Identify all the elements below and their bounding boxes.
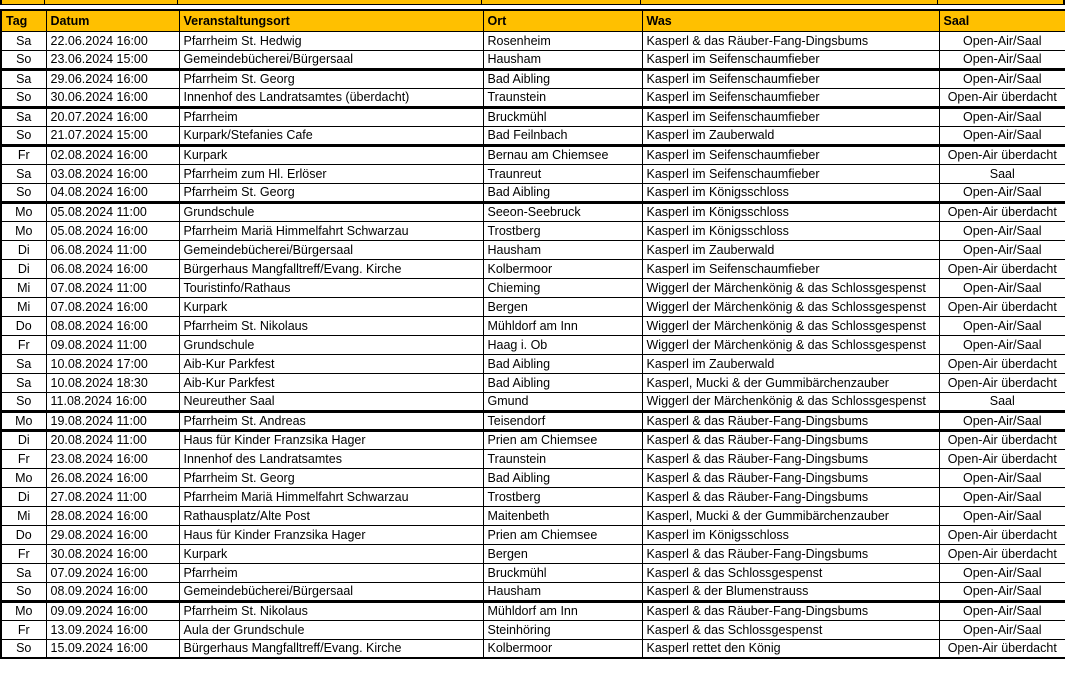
- cell-tag: Sa: [1, 69, 46, 88]
- cell-tag: So: [1, 50, 46, 69]
- cell-veranstaltungsort: Bürgerhaus Mangfalltreff/Evang. Kirche: [179, 639, 483, 658]
- cell-datum: 07.08.2024 16:00: [46, 297, 179, 316]
- table-row: [1, 31, 1065, 50]
- cell-ort: Trostberg: [483, 487, 642, 506]
- cell-ort: Bad Feilnbach: [483, 126, 642, 145]
- cell-was: Kasperl & das Räuber-Fang-Dingsbums: [642, 544, 939, 563]
- cell-veranstaltungsort: Pfarrheim Mariä Himmelfahrt Schwarzau: [179, 221, 483, 240]
- cell-veranstaltungsort: Grundschule: [179, 202, 483, 221]
- cell-saal: Open-Air überdacht: [939, 145, 1065, 164]
- cell-was: Kasperl rettet den König: [642, 639, 939, 658]
- cell-ort: Bad Aibling: [483, 354, 642, 373]
- cell-was: Kasperl im Königsschloss: [642, 525, 939, 544]
- cell-datum: 29.08.2024 16:00: [46, 525, 179, 544]
- col-header-saal: Saal: [939, 10, 1065, 31]
- cell-ort: Bruckmühl: [483, 563, 642, 582]
- cell-saal: Open-Air überdacht: [939, 354, 1065, 373]
- cell-datum: 28.08.2024 16:00: [46, 506, 179, 525]
- cell-veranstaltungsort: Kurpark: [179, 297, 483, 316]
- cell-saal: Open-Air überdacht: [939, 88, 1065, 107]
- cell-saal: Open-Air/Saal: [939, 183, 1065, 202]
- cell-saal: Open-Air überdacht: [939, 639, 1065, 658]
- table-row: [1, 164, 1065, 183]
- table-row: [1, 639, 1065, 658]
- table-row: [1, 544, 1065, 563]
- table-row: [1, 278, 1065, 297]
- cell-datum: 06.08.2024 16:00: [46, 259, 179, 278]
- cell-was: Wiggerl der Märchenkönig & das Schlossgespenst: [642, 278, 939, 297]
- cell-saal: Open-Air/Saal: [939, 50, 1065, 69]
- cell-veranstaltungsort: Pfarrheim: [179, 107, 483, 126]
- cell-datum: 20.08.2024 11:00: [46, 430, 179, 449]
- cell-veranstaltungsort: Haus für Kinder Franzsika Hager: [179, 525, 483, 544]
- cell-ort: Seeon-Seebruck: [483, 202, 642, 221]
- top-strip-cell: [0, 0, 45, 4]
- cell-ort: Chieming: [483, 278, 642, 297]
- cell-tag: Mo: [1, 202, 46, 221]
- cell-ort: Steinhöring: [483, 620, 642, 639]
- table-row: [1, 430, 1065, 449]
- cell-tag: Mi: [1, 297, 46, 316]
- cell-tag: Fr: [1, 335, 46, 354]
- cell-was: Kasperl & das Räuber-Fang-Dingsbums: [642, 449, 939, 468]
- cell-ort: Mühldorf am Inn: [483, 601, 642, 620]
- col-header-tag: Tag: [1, 10, 46, 31]
- cell-tag: Mi: [1, 506, 46, 525]
- cell-saal: Open-Air/Saal: [939, 506, 1065, 525]
- cell-datum: 05.08.2024 16:00: [46, 221, 179, 240]
- cell-saal: Open-Air/Saal: [939, 563, 1065, 582]
- cell-datum: 23.06.2024 15:00: [46, 50, 179, 69]
- cell-veranstaltungsort: Gemeindebücherei/Bürgersaal: [179, 50, 483, 69]
- cell-saal: Open-Air/Saal: [939, 278, 1065, 297]
- cell-ort: Maitenbeth: [483, 506, 642, 525]
- cell-ort: Bergen: [483, 544, 642, 563]
- cell-ort: Traunstein: [483, 449, 642, 468]
- cell-saal: Open-Air/Saal: [939, 126, 1065, 145]
- cell-was: Kasperl im Königsschloss: [642, 221, 939, 240]
- cell-veranstaltungsort: Kurpark/Stefanies Cafe: [179, 126, 483, 145]
- cell-veranstaltungsort: Pfarrheim St. Georg: [179, 468, 483, 487]
- cell-datum: 23.08.2024 16:00: [46, 449, 179, 468]
- cell-veranstaltungsort: Pfarrheim St. Nikolaus: [179, 316, 483, 335]
- cell-tag: So: [1, 183, 46, 202]
- cell-tag: Sa: [1, 354, 46, 373]
- table-row: [1, 145, 1065, 164]
- top-strip-cell: [178, 0, 482, 4]
- cell-was: Kasperl, Mucki & der Gummibärchenzauber: [642, 373, 939, 392]
- cell-tag: Mo: [1, 468, 46, 487]
- cell-datum: 09.08.2024 11:00: [46, 335, 179, 354]
- table-row: [1, 525, 1065, 544]
- cell-tag: So: [1, 582, 46, 601]
- cell-was: Wiggerl der Märchenkönig & das Schlossgespenst: [642, 392, 939, 411]
- cell-was: Kasperl im Zauberwald: [642, 354, 939, 373]
- cell-saal: Saal: [939, 164, 1065, 183]
- table-row: [1, 69, 1065, 88]
- cell-saal: Open-Air/Saal: [939, 107, 1065, 126]
- cell-saal: Open-Air/Saal: [939, 316, 1065, 335]
- cell-veranstaltungsort: Bürgerhaus Mangfalltreff/Evang. Kirche: [179, 259, 483, 278]
- cell-datum: 30.08.2024 16:00: [46, 544, 179, 563]
- cell-tag: Do: [1, 525, 46, 544]
- cell-saal: Open-Air überdacht: [939, 525, 1065, 544]
- cell-was: Wiggerl der Märchenkönig & das Schlossgespenst: [642, 335, 939, 354]
- cell-datum: 29.06.2024 16:00: [46, 69, 179, 88]
- table-row: [1, 50, 1065, 69]
- cell-tag: So: [1, 126, 46, 145]
- cell-was: Kasperl im Seifenschaumfieber: [642, 107, 939, 126]
- cell-was: Wiggerl der Märchenkönig & das Schlossgespenst: [642, 297, 939, 316]
- cell-veranstaltungsort: Pfarrheim St. Hedwig: [179, 31, 483, 50]
- cell-tag: Mi: [1, 278, 46, 297]
- cell-datum: 20.07.2024 16:00: [46, 107, 179, 126]
- cell-datum: 15.09.2024 16:00: [46, 639, 179, 658]
- cell-saal: Open-Air überdacht: [939, 297, 1065, 316]
- cell-was: Kasperl im Königsschloss: [642, 183, 939, 202]
- cell-tag: Di: [1, 430, 46, 449]
- cell-veranstaltungsort: Neureuther Saal: [179, 392, 483, 411]
- cell-was: Kasperl & der Blumenstrauss: [642, 582, 939, 601]
- cell-was: Kasperl im Seifenschaumfieber: [642, 259, 939, 278]
- cell-was: Kasperl & das Räuber-Fang-Dingsbums: [642, 487, 939, 506]
- cell-datum: 30.06.2024 16:00: [46, 88, 179, 107]
- cell-was: Kasperl & das Schlossgespenst: [642, 620, 939, 639]
- cell-tag: Di: [1, 240, 46, 259]
- cell-veranstaltungsort: Aula der Grundschule: [179, 620, 483, 639]
- cell-ort: Bad Aibling: [483, 183, 642, 202]
- cell-veranstaltungsort: Haus für Kinder Franzsika Hager: [179, 430, 483, 449]
- top-strip-cell: [45, 0, 178, 4]
- cell-ort: Bad Aibling: [483, 69, 642, 88]
- table-row: [1, 107, 1065, 126]
- cell-datum: 07.08.2024 11:00: [46, 278, 179, 297]
- cell-datum: 03.08.2024 16:00: [46, 164, 179, 183]
- cell-saal: Open-Air/Saal: [939, 240, 1065, 259]
- cell-tag: Sa: [1, 31, 46, 50]
- cell-veranstaltungsort: Pfarrheim St. Nikolaus: [179, 601, 483, 620]
- table-row: [1, 373, 1065, 392]
- cell-datum: 07.09.2024 16:00: [46, 563, 179, 582]
- cell-veranstaltungsort: Grundschule: [179, 335, 483, 354]
- cell-saal: Open-Air/Saal: [939, 620, 1065, 639]
- table-row: [1, 126, 1065, 145]
- cell-datum: 08.08.2024 16:00: [46, 316, 179, 335]
- cell-datum: 02.08.2024 16:00: [46, 145, 179, 164]
- cell-ort: Prien am Chiemsee: [483, 430, 642, 449]
- table-row: [1, 297, 1065, 316]
- cell-tag: Do: [1, 316, 46, 335]
- table-row: [1, 468, 1065, 487]
- cell-ort: Rosenheim: [483, 31, 642, 50]
- cell-ort: Trostberg: [483, 221, 642, 240]
- table-row: [1, 240, 1065, 259]
- cell-ort: Traunreut: [483, 164, 642, 183]
- cell-tag: Fr: [1, 544, 46, 563]
- cell-veranstaltungsort: Pfarrheim Mariä Himmelfahrt Schwarzau: [179, 487, 483, 506]
- cell-ort: Bad Aibling: [483, 373, 642, 392]
- table-row: [1, 221, 1065, 240]
- cell-ort: Hausham: [483, 582, 642, 601]
- cell-was: Kasperl im Seifenschaumfieber: [642, 145, 939, 164]
- cell-saal: Saal: [939, 392, 1065, 411]
- cell-saal: Open-Air/Saal: [939, 411, 1065, 430]
- cell-ort: Bruckmühl: [483, 107, 642, 126]
- cell-datum: 05.08.2024 11:00: [46, 202, 179, 221]
- cell-saal: Open-Air/Saal: [939, 31, 1065, 50]
- col-header-ort: Ort: [483, 10, 642, 31]
- events-table: [0, 9, 1065, 659]
- table-row: [1, 183, 1065, 202]
- cell-datum: 10.08.2024 17:00: [46, 354, 179, 373]
- cell-datum: 06.08.2024 11:00: [46, 240, 179, 259]
- cell-tag: Di: [1, 259, 46, 278]
- cell-veranstaltungsort: Aib-Kur Parkfest: [179, 373, 483, 392]
- cell-saal: Open-Air überdacht: [939, 259, 1065, 278]
- header-row: [1, 10, 1065, 31]
- cell-ort: Hausham: [483, 50, 642, 69]
- cell-tag: Sa: [1, 373, 46, 392]
- table-row: [1, 354, 1065, 373]
- cell-was: Kasperl & das Räuber-Fang-Dingsbums: [642, 411, 939, 430]
- cell-was: Kasperl im Seifenschaumfieber: [642, 69, 939, 88]
- cell-datum: 08.09.2024 16:00: [46, 582, 179, 601]
- cell-veranstaltungsort: Innenhof des Landratsamtes (überdacht): [179, 88, 483, 107]
- cell-tag: Mo: [1, 221, 46, 240]
- cell-saal: Open-Air überdacht: [939, 202, 1065, 221]
- cell-veranstaltungsort: Rathausplatz/Alte Post: [179, 506, 483, 525]
- cell-tag: Sa: [1, 107, 46, 126]
- cell-veranstaltungsort: Pfarrheim St. Andreas: [179, 411, 483, 430]
- cell-was: Wiggerl der Märchenkönig & das Schlossgespenst: [642, 316, 939, 335]
- cell-datum: 13.09.2024 16:00: [46, 620, 179, 639]
- cell-ort: Bernau am Chiemsee: [483, 145, 642, 164]
- table-row: [1, 259, 1065, 278]
- cell-veranstaltungsort: Aib-Kur Parkfest: [179, 354, 483, 373]
- col-header-datum: Datum: [46, 10, 179, 31]
- cell-saal: Open-Air überdacht: [939, 449, 1065, 468]
- table-row: [1, 620, 1065, 639]
- cell-datum: 04.08.2024 16:00: [46, 183, 179, 202]
- cell-saal: Open-Air überdacht: [939, 373, 1065, 392]
- table-row: [1, 582, 1065, 601]
- cell-veranstaltungsort: Innenhof des Landratsamtes: [179, 449, 483, 468]
- table-row: [1, 449, 1065, 468]
- cell-veranstaltungsort: Touristinfo/Rathaus: [179, 278, 483, 297]
- cell-datum: 21.07.2024 15:00: [46, 126, 179, 145]
- cell-veranstaltungsort: Kurpark: [179, 145, 483, 164]
- table-row: [1, 411, 1065, 430]
- cell-was: Kasperl & das Räuber-Fang-Dingsbums: [642, 601, 939, 620]
- cell-tag: Sa: [1, 164, 46, 183]
- cell-veranstaltungsort: Pfarrheim zum Hl. Erlöser: [179, 164, 483, 183]
- cell-saal: Open-Air/Saal: [939, 582, 1065, 601]
- cell-was: Kasperl & das Räuber-Fang-Dingsbums: [642, 430, 939, 449]
- cell-ort: Mühldorf am Inn: [483, 316, 642, 335]
- cell-was: Kasperl im Königsschloss: [642, 202, 939, 221]
- cell-ort: Bergen: [483, 297, 642, 316]
- cell-tag: Mo: [1, 601, 46, 620]
- cell-saal: Open-Air/Saal: [939, 335, 1065, 354]
- top-strip-cell: [938, 0, 1065, 4]
- cell-tag: Fr: [1, 620, 46, 639]
- table-body: [1, 31, 1065, 658]
- cell-was: Kasperl im Zauberwald: [642, 126, 939, 145]
- cell-datum: 10.08.2024 18:30: [46, 373, 179, 392]
- cell-ort: Teisendorf: [483, 411, 642, 430]
- table-row: [1, 506, 1065, 525]
- table-row: [1, 316, 1065, 335]
- cell-was: Kasperl im Zauberwald: [642, 240, 939, 259]
- cell-datum: 22.06.2024 16:00: [46, 31, 179, 50]
- table-row: [1, 563, 1065, 582]
- cell-datum: 11.08.2024 16:00: [46, 392, 179, 411]
- cell-saal: Open-Air/Saal: [939, 601, 1065, 620]
- cell-tag: Mo: [1, 411, 46, 430]
- table-row: [1, 392, 1065, 411]
- cell-ort: Bad Aibling: [483, 468, 642, 487]
- top-strip-cell: [641, 0, 938, 4]
- cell-tag: So: [1, 639, 46, 658]
- cell-tag: So: [1, 88, 46, 107]
- table-row: [1, 88, 1065, 107]
- cell-was: Kasperl im Seifenschaumfieber: [642, 164, 939, 183]
- top-strip-cell: [482, 0, 641, 4]
- cell-ort: Kolbermoor: [483, 259, 642, 278]
- cell-was: Kasperl & das Räuber-Fang-Dingsbums: [642, 468, 939, 487]
- table-row: [1, 202, 1065, 221]
- cell-tag: Fr: [1, 145, 46, 164]
- cell-veranstaltungsort: Pfarrheim St. Georg: [179, 183, 483, 202]
- cell-ort: Haag i. Ob: [483, 335, 642, 354]
- cell-saal: Open-Air/Saal: [939, 487, 1065, 506]
- table-row: [1, 601, 1065, 620]
- cell-saal: Open-Air/Saal: [939, 468, 1065, 487]
- cell-was: Kasperl & das Räuber-Fang-Dingsbums: [642, 31, 939, 50]
- cell-datum: 26.08.2024 16:00: [46, 468, 179, 487]
- cell-tag: Di: [1, 487, 46, 506]
- cell-ort: Kolbermoor: [483, 639, 642, 658]
- cell-ort: Prien am Chiemsee: [483, 525, 642, 544]
- cell-ort: Gmund: [483, 392, 642, 411]
- cell-tag: Fr: [1, 449, 46, 468]
- cell-veranstaltungsort: Gemeindebücherei/Bürgersaal: [179, 240, 483, 259]
- cell-datum: 19.08.2024 11:00: [46, 411, 179, 430]
- cell-was: Kasperl & das Schlossgespenst: [642, 563, 939, 582]
- cell-tag: So: [1, 392, 46, 411]
- cell-was: Kasperl im Seifenschaumfieber: [642, 50, 939, 69]
- cell-saal: Open-Air überdacht: [939, 430, 1065, 449]
- cell-ort: Hausham: [483, 240, 642, 259]
- cell-saal: Open-Air/Saal: [939, 69, 1065, 88]
- col-header-veranstaltungsort: Veranstaltungsort: [179, 10, 483, 31]
- cell-saal: Open-Air/Saal: [939, 221, 1065, 240]
- cell-veranstaltungsort: Gemeindebücherei/Bürgersaal: [179, 582, 483, 601]
- cell-was: Kasperl im Seifenschaumfieber: [642, 88, 939, 107]
- cell-was: Kasperl, Mucki & der Gummibärchenzauber: [642, 506, 939, 525]
- cell-veranstaltungsort: Pfarrheim: [179, 563, 483, 582]
- cell-tag: Sa: [1, 563, 46, 582]
- cell-datum: 09.09.2024 16:00: [46, 601, 179, 620]
- cell-veranstaltungsort: Kurpark: [179, 544, 483, 563]
- cell-veranstaltungsort: Pfarrheim St. Georg: [179, 69, 483, 88]
- table-row: [1, 487, 1065, 506]
- cell-datum: 27.08.2024 11:00: [46, 487, 179, 506]
- cell-saal: Open-Air überdacht: [939, 544, 1065, 563]
- col-header-was: Was: [642, 10, 939, 31]
- cell-ort: Traunstein: [483, 88, 642, 107]
- table-row: [1, 335, 1065, 354]
